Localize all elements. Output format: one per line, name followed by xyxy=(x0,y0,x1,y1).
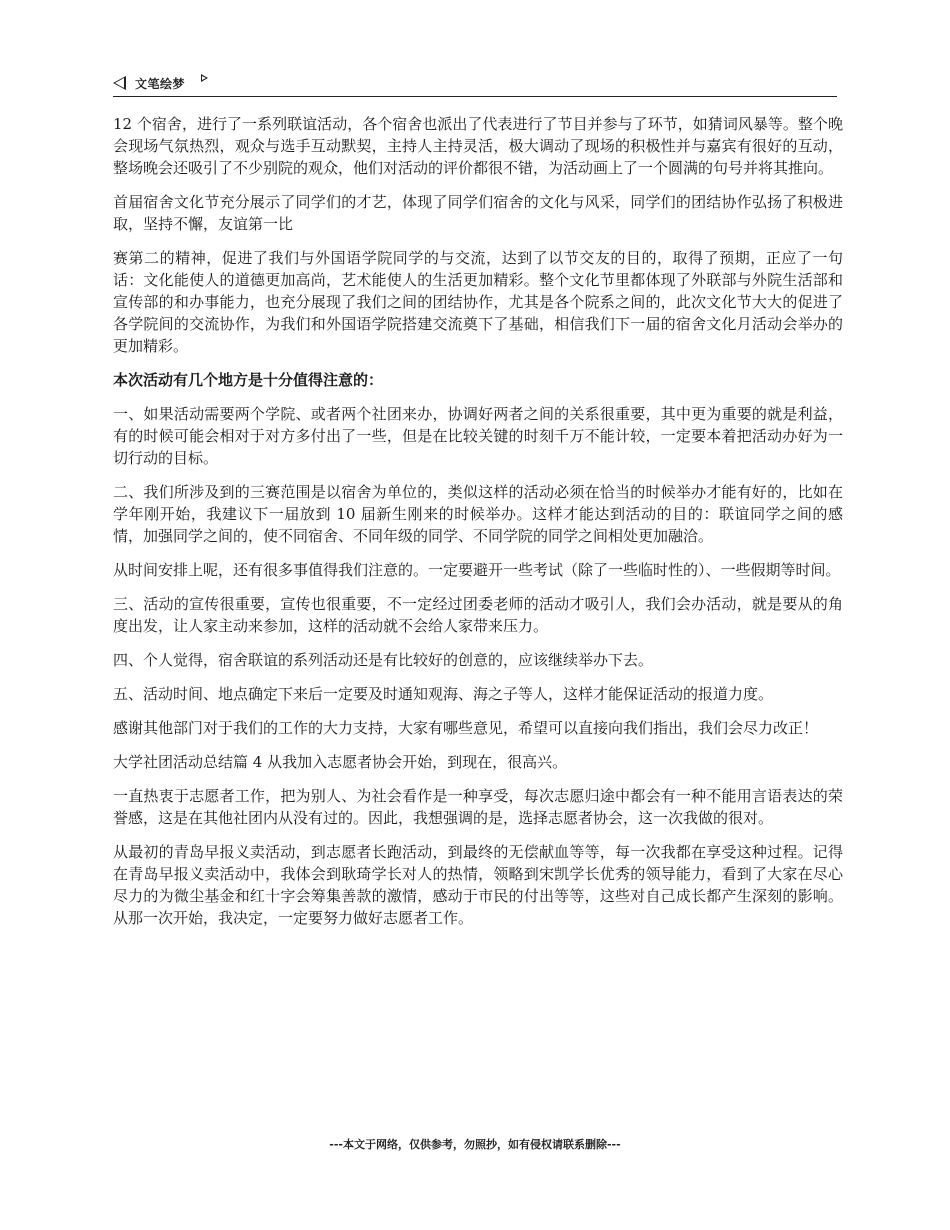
paragraph: 从时间安排上呢，还有很多事值得我们注意的。一定要避开一些考试（除了一些临时性的）、一些假期等时间。 xyxy=(113,561,841,579)
document-body xyxy=(113,113,843,941)
paragraph: 一直热衷于志愿者工作，把为别人、为社会看作是一种享受，每次志愿归途中都会有一种不能用言语表达的荣誉感，这是在其他社团内从没有过的。因此，我想强调的是，选择志愿者协会，这一次我做的很对。 xyxy=(113,787,843,827)
left-triangle-icon xyxy=(113,76,126,90)
paragraph: 五、活动时间、地点确定下来后一定要及时通知观海、海之子等人，这样才能保证活动的报道力度。 xyxy=(113,685,774,703)
right-triangle-icon xyxy=(201,74,208,82)
paragraph: 二、我们所涉及到的三赛范围是以宿舍为单位的，类似这样的活动必须在恰当的时候举办才能有好的，比如在学年刚开始，我建议下一届放到 10 届新生刚来的时候举办。这样才能达到活动的目的：联谊同学之间的感情，加强同学之间的，使不同宿舍、不同年级的同学、不同学院的同学之间相处更加融洽。 xyxy=(113,483,843,545)
paragraph: 大学社团活动总结篇 4 从我加入志愿者协会开始，到现在，很高兴。 xyxy=(113,753,568,771)
paragraph: 12 个宿舍，进行了一系列联谊活动，各个宿舍也派出了代表进行了节目并参与了环节，如猜词风暴等。整个晚会现场气氛热烈，观众与选手互动默契，主持人主持灵活，极大调动了现场的积极性并与嘉宾有很好的互动，整场晚会还吸引了不少别院的观众，他们对活动的评价都很不错，为活动画上了一个圆满的句号并将其推向。 xyxy=(113,115,843,177)
paragraph: 四、个人觉得，宿舍联谊的系列活动还是有比较好的创意的，应该继续举办下去。 xyxy=(113,651,654,669)
paragraph: 首届宿舍文化节充分展示了同学们的才艺，体现了同学们宿舍的文化与风采，同学们的团结协作弘扬了积极进取，坚持不懈，友谊第一比 xyxy=(113,193,843,233)
page-header xyxy=(113,70,837,97)
paragraph: 从最初的青岛早报义卖活动，到志愿者长跑活动，到最终的无偿献血等等，每一次我都在享受这种过程。记得在青岛早报义卖活动中，我体会到耿琦学长对人的热情，领略到宋凯学长优秀的领导能力，看到了大家在尽心尽力的为微尘基金和红十字会筹集善款的激情，感动于市民的付出等等，这些对自己成长都产生深刻的影响。从那一次开始，我决定，一定要努力做好志愿者工作。 xyxy=(113,843,843,927)
paragraph: 三、活动的宣传很重要，宣传也很重要，不一定经过团委老师的活动才吸引人，我们会办活动，就是要从的角度出发，让人家主动来参加，这样的活动就不会给人家带来压力。 xyxy=(113,595,843,635)
page-footer: ---本文于网络，仅供参考，勿照抄，如有侵权请联系删除--- xyxy=(329,1138,621,1151)
header-title: 文笔绘梦 xyxy=(135,77,186,91)
paragraph: 感谢其他部门对于我们的工作的大力支持，大家有哪些意见，希望可以直接向我们指出，我们会尽力改正！ xyxy=(113,719,819,737)
paragraph: 赛第二的精神，促进了我们与外国语学院同学的与交流，达到了以节交友的目的，取得了预期，正应了一句话：文化能使人的道德更加高尚，艺术能使人的生活更加精彩。整个文化节里都体现了外联部与外院生活部和宣传部的和办事能力，也充分展现了我们之间的团结协作，尤其是各个院系之间的，此次文化节大大的促进了各学院间的交流协作，为我们和外国语学院搭建交流奠下了基础，相信我们下一届的宿舍文化月活动会举办的更加精彩。 xyxy=(113,249,843,355)
section-heading: 本次活动有几个地方是十分值得注意的： xyxy=(113,371,384,389)
paragraph: 一、如果活动需要两个学院、或者两个社团来办，协调好两者之间的关系很重要，其中更为重要的就是利益，有的时候可能会相对于对方多付出了一些，但是在比较关键的时刻千万不能计较，一定要本着把活动办好为一切行动的目标。 xyxy=(113,405,843,467)
